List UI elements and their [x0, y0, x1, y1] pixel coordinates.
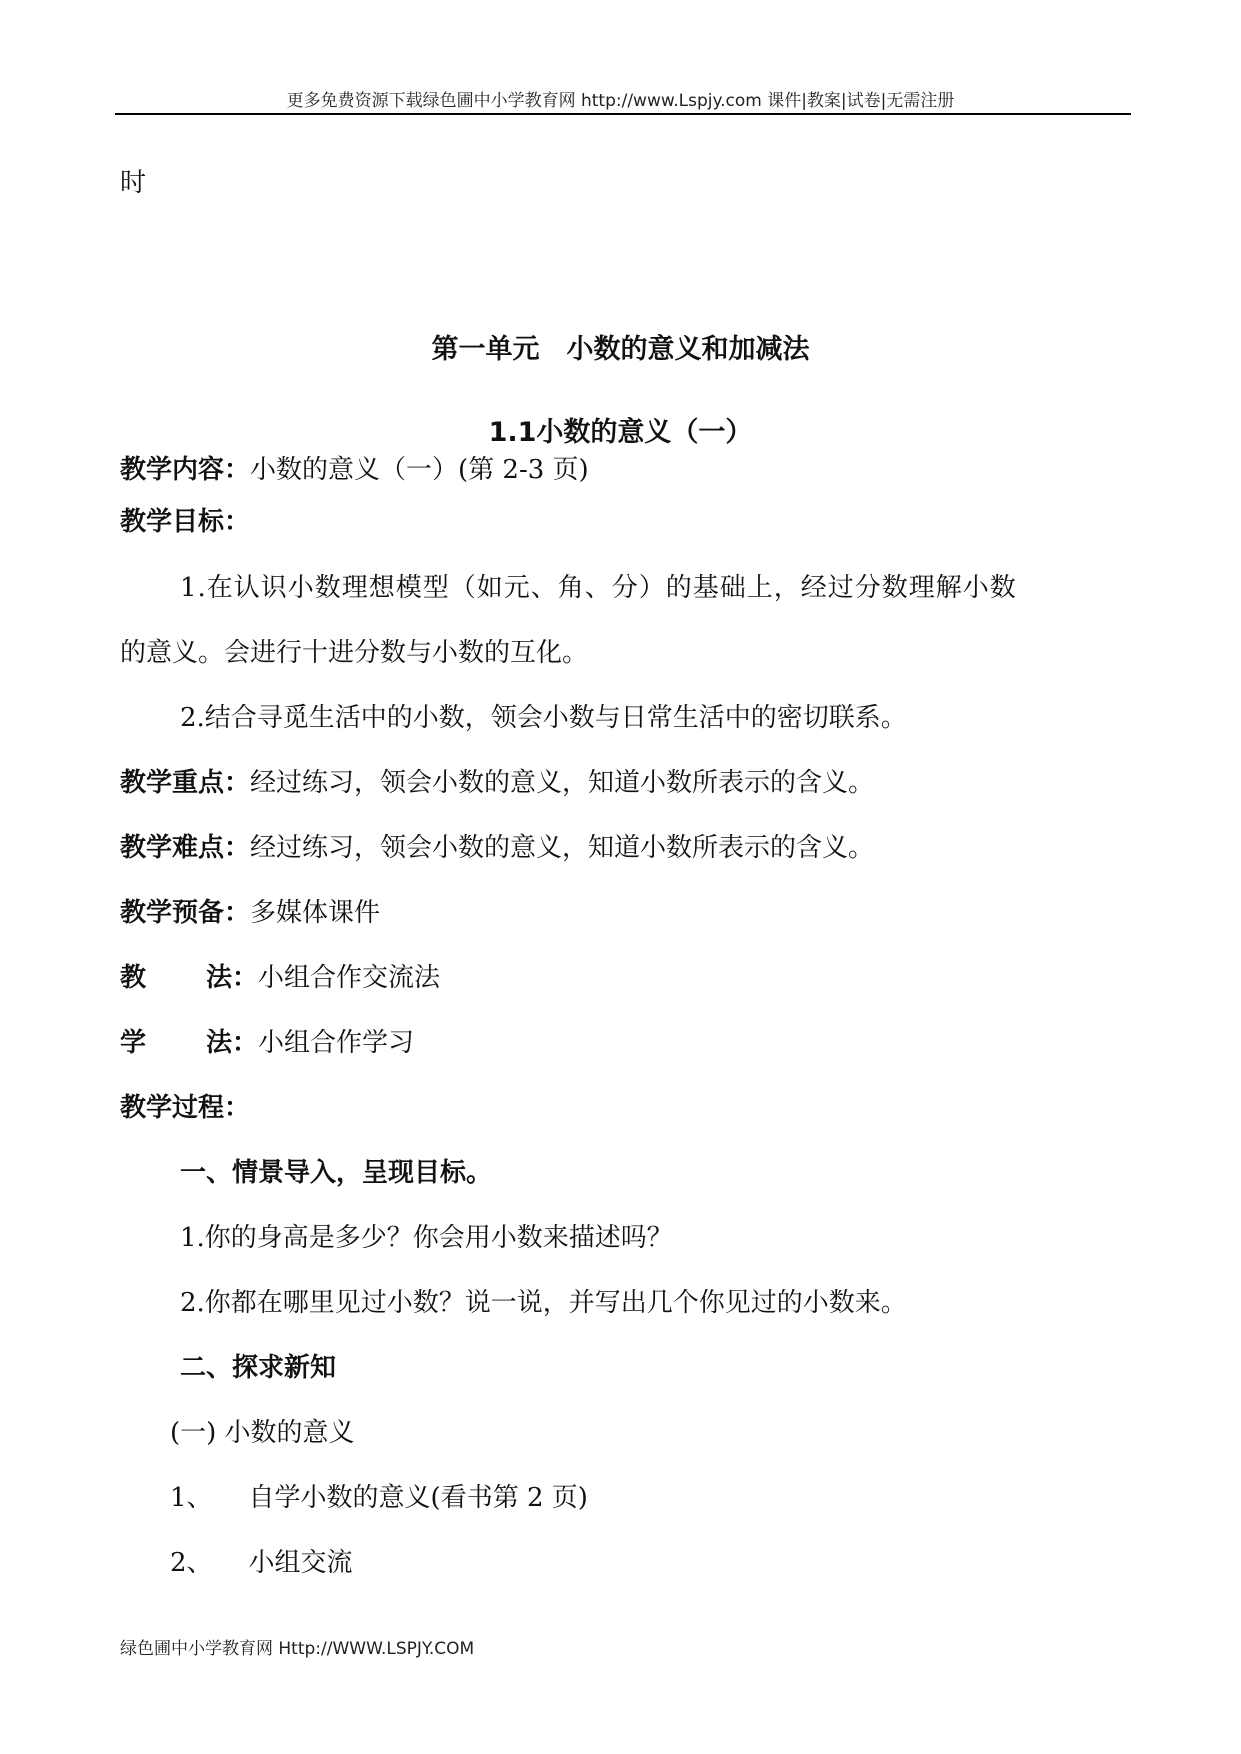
step-1-text: 自学小数的意义(看书第 2 页) — [248, 1483, 588, 1513]
section-2-title: 二、探求新知 — [180, 1353, 337, 1383]
process-label: 教学过程： — [120, 1093, 251, 1123]
step-2-number: 2、 — [170, 1548, 213, 1578]
objective-2: 2.结合寻觅生活中的小数，领会小数与日常生活中的密切联系。 — [180, 703, 907, 733]
page-header: 更多免费资源下载绿色圃中小学教育网 http://www.Lspjy.com 课件|教案|试卷|无需注册 — [286, 91, 955, 111]
unit-title: 第一单元 小数的意义和加减法 — [431, 334, 810, 365]
key-points-row — [120, 768, 874, 799]
step-1-row — [170, 1483, 588, 1514]
teaching-method-row — [120, 963, 440, 994]
step-2-row — [170, 1548, 353, 1579]
step-1-number: 1、 — [170, 1483, 213, 1513]
objective-1-line-2: 的意义。会进行十进分数与小数的互化。 — [120, 638, 589, 668]
key-points-label: 教学重点： — [120, 768, 251, 798]
preparation-label: 教学预备： — [120, 898, 251, 928]
learning-method-label-a: 学 — [120, 1028, 147, 1058]
carry-over-text: 时 — [120, 168, 147, 198]
header-rule — [115, 113, 1131, 115]
section-1-question-1: 1.你的身高是多少？你会用小数来描述吗？ — [180, 1223, 673, 1253]
difficulties-label: 教学难点： — [120, 833, 251, 863]
difficulties-row — [120, 833, 874, 864]
preparation-row — [120, 898, 380, 929]
content-label: 教学内容： — [120, 455, 251, 485]
learning-method-value: 小组合作学习 — [258, 1028, 415, 1058]
learning-method-row — [120, 1028, 414, 1059]
objectives-label: 教学目标： — [120, 507, 251, 537]
preparation-value: 多媒体课件 — [250, 898, 381, 928]
key-points-value: 经过练习，领会小数的意义，知道小数所表示的含义。 — [250, 768, 875, 798]
lesson-title: 1.1小数的意义（一） — [488, 417, 753, 448]
section-1-title: 一、情景导入，呈现目标。 — [180, 1158, 493, 1188]
page-footer: 绿色圃中小学教育网 Http://WWW.LSPJY.COM — [120, 1639, 475, 1659]
step-2-text: 小组交流 — [248, 1548, 353, 1578]
content-value: 小数的意义（一）(第 2-3 页) — [250, 455, 589, 485]
objective-1-line-1: 1.在认识小数理想模型（如元、角、分）的基础上，经过分数理解小数 — [180, 573, 1017, 603]
teaching-method-label-b: 法： — [206, 963, 259, 993]
learning-method-label-b: 法： — [206, 1028, 259, 1058]
difficulties-value: 经过练习，领会小数的意义，知道小数所表示的含义。 — [250, 833, 875, 863]
subsection-1-title: (一) 小数的意义 — [170, 1418, 355, 1448]
content-row — [120, 455, 589, 486]
teaching-method-label-a: 教 — [120, 963, 147, 993]
section-1-question-2: 2.你都在哪里见过小数？说一说，并写出几个你见过的小数来。 — [180, 1288, 907, 1318]
teaching-method-value: 小组合作交流法 — [258, 963, 441, 993]
